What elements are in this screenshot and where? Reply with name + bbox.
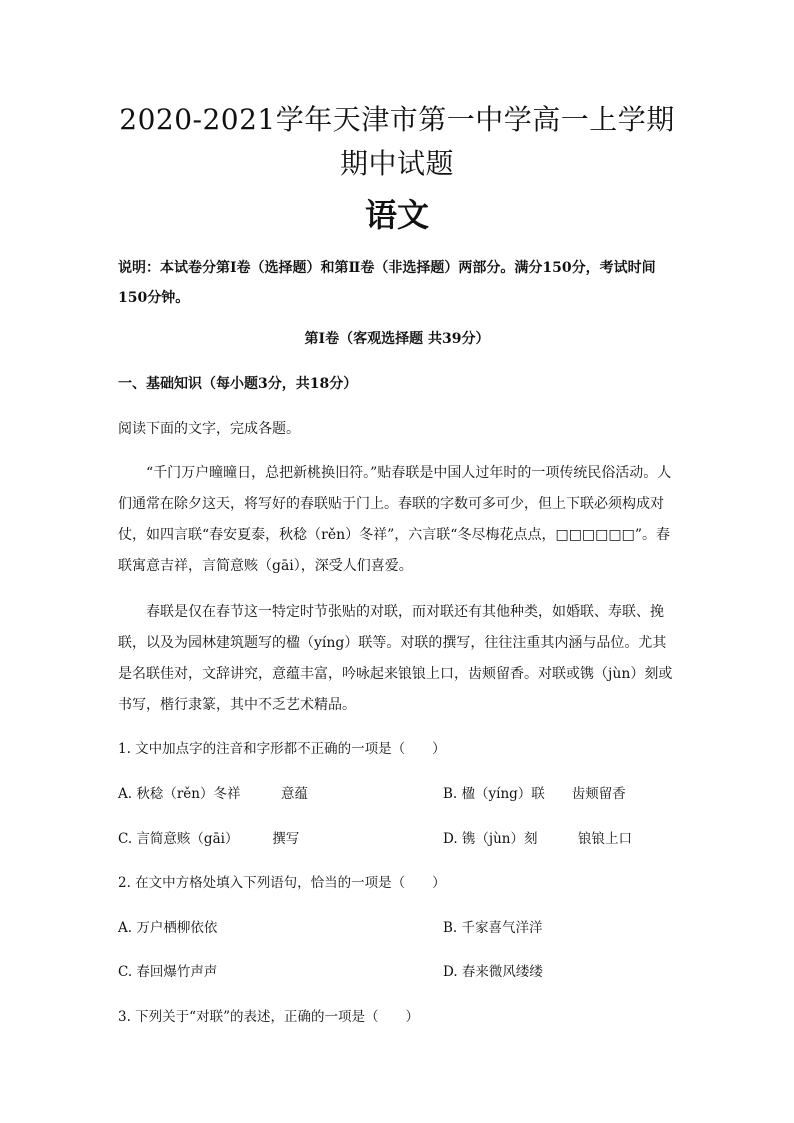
- part-heading: 一、基础知识（每小题3分，共18分）: [118, 376, 358, 392]
- question-1-option-c[interactable]: C. 言简意赅（gāi） 撰写: [118, 831, 300, 847]
- question-3-stem: 3. 下列关于“对联”的表述，正确的一项是（ ）: [118, 1009, 419, 1025]
- question-1-option-a[interactable]: A. 秋稔（rěn）冬祥 意蕴: [118, 786, 308, 802]
- question-2-option-b[interactable]: B. 千家喜气洋洋: [443, 920, 543, 936]
- section-title: 第Ⅰ卷（客观选择题 共39分）: [304, 331, 490, 347]
- question-2-stem: 2. 在文中方格处填入下列语句，恰当的一项是（ ）: [118, 875, 446, 891]
- question-1-option-b[interactable]: B. 楹（yíng）联 齿颊留香: [443, 786, 626, 802]
- question-2-option-d[interactable]: D. 春来微风缕缕: [443, 964, 543, 980]
- subject-heading: 语文: [364, 196, 429, 234]
- exam-instructions-note: 说明：本试卷分第Ⅰ卷（选择题）和第Ⅱ卷（非选择题）两部分。满分150分，考试时间150分钟。: [118, 260, 656, 306]
- question-1-stem: 1. 文中加点字的注音和字形都不正确的一项是（ ）: [118, 741, 446, 757]
- passage-paragraph-2: 春联是仅在春节这一特定时节张贴的对联，而对联还有其他种类，如婚联、寿联、挽联，以及为园林建筑题写的楹（yíng）联等。对联的撰写，往往注重其内涵与品位。尤其是名联佳对，文辞讲究，意蕴丰富，吟咏起来锒锒上口，齿颊留香。对联或镌（jùn）刻或书写，楷行隶篆，其中不乏艺术精品。: [118, 604, 673, 713]
- exam-title: 2020-2021学年天津市第一中学高一上学期期中试题: [119, 103, 675, 180]
- reading-instruction: 阅读下面的文字，完成各题。: [118, 421, 300, 437]
- question-2-option-c[interactable]: C. 春回爆竹声声: [118, 964, 218, 980]
- question-1-option-d[interactable]: D. 镌（jùn）刻 锒锒上口: [443, 831, 632, 847]
- question-2-option-a[interactable]: A. 万户栖柳依依: [118, 920, 218, 936]
- passage-paragraph-1: “千门万户曈曈日，总把新桃换旧符。”贴春联是中国人过年时的一项传统民俗活动。人们通常在除夕这天，将写好的春联贴于门上。春联的字数可多可少，但上下联必须构成对仗，如四言联“春安夏泰，秋稔（rěn）冬祥”，六言联“冬尽梅花点点，□□□□□□”。春联寓意吉祥，言简意赅（gāi），深受人们喜爱。: [118, 465, 672, 574]
